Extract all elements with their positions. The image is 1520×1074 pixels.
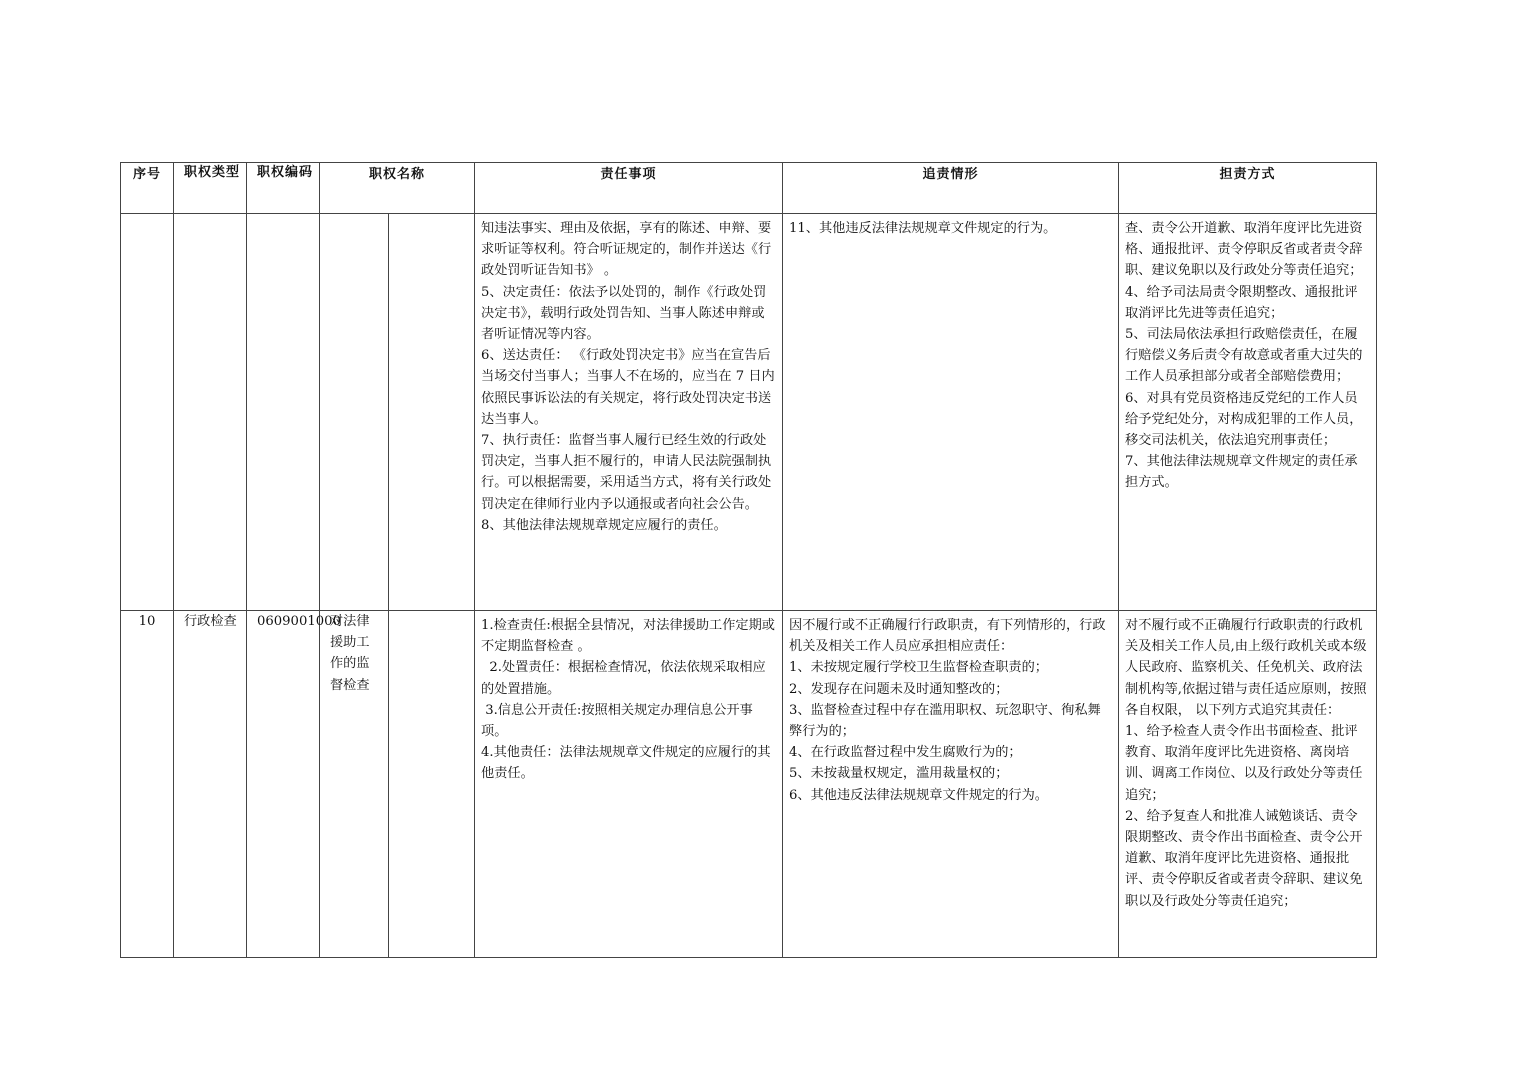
cell-seq: 10	[121, 611, 174, 958]
cell-name-sub	[389, 214, 475, 611]
cell-type: 行政检查	[174, 611, 247, 958]
header-code: 职权编码	[247, 163, 320, 214]
accountability-line: 2、发现存在问题未及时通知整改的；	[789, 681, 1009, 697]
header-liability: 担责方式	[1119, 163, 1377, 214]
liability-line: 查、责令公开道歉、取消年度评比先进资格、通报批评、责令停职反省或者责令辞职、建议免职以及行政处分等责任追究；	[1125, 221, 1363, 279]
cell-accountability	[783, 214, 1119, 611]
duty-line: 3.信息公开责任:按照相关规定办理信息公开事项。	[481, 702, 753, 740]
accountability-line: 1、未按规定履行学校卫生监督检查职责的；	[789, 660, 1048, 676]
cell-duty	[475, 611, 783, 958]
duty-line: 8、其他法律法规规章规定应履行的责任。	[481, 517, 727, 533]
header-type: 职权类型	[174, 163, 247, 214]
cell-liability	[1119, 214, 1377, 611]
power-responsibility-table	[120, 162, 1377, 958]
duty-text	[475, 611, 782, 825]
accountability-text	[783, 214, 1118, 239]
cell-code	[247, 214, 320, 611]
cell-accountability	[783, 611, 1119, 958]
liability-line: 5、司法局依法承担行政赔偿责任，在履行赔偿义务后责令有故意或者重大过失的工作人员承担部分或者全部赔偿费用；	[1125, 327, 1363, 385]
cell-name-sub	[389, 611, 475, 958]
duty-line: 2.处置责任：根据检查情况，依法依规采取相应的处置措施。	[481, 660, 766, 697]
cell-seq	[121, 214, 174, 611]
duty-line: 5、决定责任：依法予以处罚的，制作《行政处罚决定书》，载明行政处罚告知、当事人陈述申辩或者听证情况等内容。	[481, 284, 767, 343]
header-name: 职权名称	[320, 163, 475, 214]
duty-text	[475, 214, 782, 536]
duty-line: 7、执行责任：监督当事人履行已经生效的行政处罚决定，当事人拒不履行的，申请人民法院强制执行。可以根据需要，采用适当方式，将有关行政处罚决定在律师行业内予以通报或者向社会公告。	[481, 433, 772, 512]
liability-line: 1、给予检查人责令作出书面检查、批评教育、取消年度评比先进资格、离岗培训、调离工作岗位、以及行政处分等责任追究；	[1125, 724, 1363, 803]
cell-type	[174, 214, 247, 611]
accountability-line: 4、在行政监督过程中发生腐败行为的；	[789, 745, 1022, 761]
cell-name	[320, 214, 389, 611]
header-seq: 序号	[121, 163, 174, 214]
cell-name: 对法律援助工作的监督检查	[320, 611, 389, 958]
liability-line: 6、对具有党员资格违反党纪的工作人员给予党纪处分，对构成犯罪的工作人员，移交司法机关，依法追究刑事责任；	[1125, 390, 1363, 449]
accountability-line: 3、监督检查过程中存在滥用职权、玩忽职守、徇私舞弊行为的；	[789, 702, 1101, 740]
table-header-row	[121, 163, 1377, 214]
header-accountability: 追责情形	[783, 163, 1119, 214]
accountability-line: 11、其他违反法律法规规章文件规定的行为。	[789, 221, 1057, 236]
table-row	[121, 214, 1377, 611]
liability-line: 对不履行或不正确履行行政职责的行政机关及相关工作人员,由上级行政机关或本级人民政府、监察机关、任免机关、政府法制机构等,依据过错与责任适应原则，按照各自权限， 以下列方式追究其责任：	[1125, 618, 1367, 718]
cell-liability	[1119, 611, 1377, 958]
liability-line: 2、给予复查人和批准人诫勉谈话、责令限期整改、责令作出书面检查、责令公开道歉、取消年度评比先进资格、通报批评、责令停职反省或者责令辞职、建议免职以及行政处分等责任追究；	[1125, 808, 1363, 909]
cell-duty	[475, 214, 783, 611]
accountability-text	[783, 611, 1118, 822]
liability-line: 4、给予司法局责令限期整改、通报批评取消评比先进等责任追究；	[1125, 284, 1358, 321]
duty-line: 6、送达责任： 《行政处罚决定书》应当在宣告后当场交付当事人；当事人不在场的，应当在 7 日内依照民事诉讼法的有关规定，将行政处罚决定书送达当事人。	[481, 348, 775, 427]
duty-line: 4.其他责任：法律法规规章文件规定的应履行的其他责任。	[481, 745, 771, 782]
duty-line: 知违法事实、理由及依据，享有的陈述、申辩、要求听证等权利。符合听证规定的，制作并送达《行政处罚听证告知书》 。	[481, 221, 772, 279]
accountability-line: 6、其他违反法律法规规章文件规定的行为。	[789, 787, 1048, 803]
liability-text	[1119, 214, 1376, 494]
accountability-line: 因不履行或不正确履行行政职责，有下列情形的，行政机关及相关工作人员应承担相应责任：	[789, 618, 1106, 655]
liability-line: 7、其他法律法规规章文件规定的责任承担方式。	[1125, 454, 1358, 491]
header-duty: 责任事项	[475, 163, 783, 214]
accountability-line: 5、未按裁量权规定，滥用裁量权的；	[789, 766, 1009, 782]
liability-text	[1119, 611, 1376, 912]
table-row	[121, 611, 1377, 958]
duty-line: 1.检查责任:根据全县情况，对法律援助工作定期或不定期监督检查 。	[481, 618, 775, 655]
cell-code: 0609001000	[247, 611, 320, 958]
